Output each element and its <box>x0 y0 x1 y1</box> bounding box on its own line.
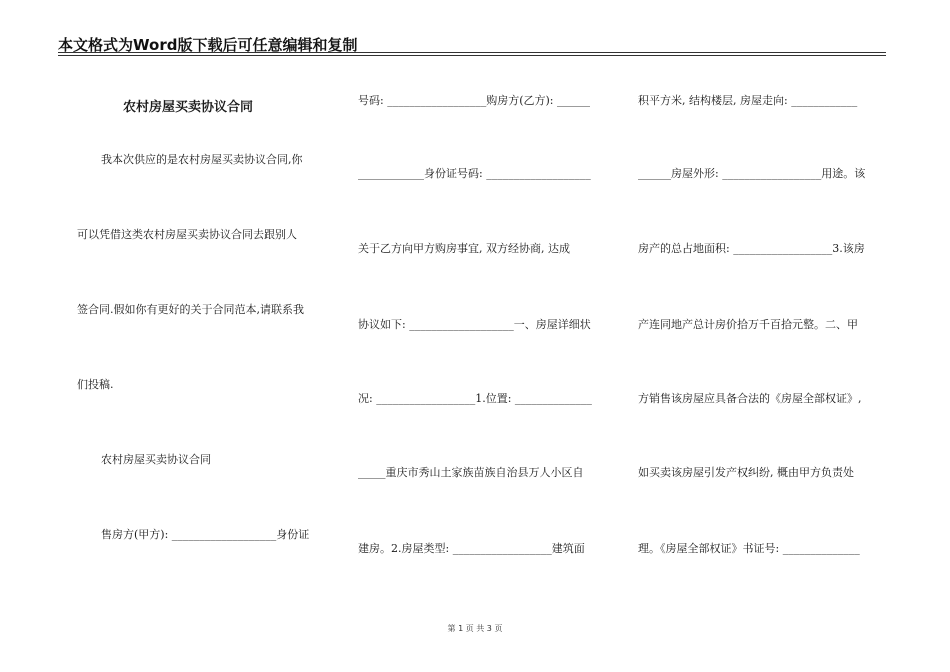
doc-title: 农村房屋买卖协议合同 <box>123 100 254 115</box>
header-rule <box>58 52 886 53</box>
document-header: 本文格式为Word版下载后可任意编辑和复制 <box>58 36 358 54</box>
col1-line-3: 签合同.假如你有更好的关于合同范本,请联系我 <box>77 303 304 316</box>
col3-line-4: 产连同地产总计房价拾万千百拾元整。二、甲 <box>638 318 858 331</box>
col3-line-1: 积平方米, 结构楼层, 房屋走向: ____________ <box>638 94 858 107</box>
col1-line-4: 们投稿. <box>77 378 114 391</box>
col3-line-5: 方销售该房屋应具备合法的《房屋全部权证》, <box>638 392 862 405</box>
col2-line-7: 建房。2.房屋类型: __________________建筑面 <box>358 542 585 555</box>
col2-line-2: ____________身份证号码: ___________________ <box>358 167 591 180</box>
col3-line-2: ______房屋外形: __________________用途。该 <box>638 167 866 180</box>
col2-line-6: _____重庆市秀山土家族苗族自治县万人小区自 <box>358 466 584 479</box>
col2-line-1: 号码: __________________购房方(乙方): ______ <box>358 94 590 107</box>
col2-line-5: 况: __________________1.位置: ______________ <box>358 392 592 405</box>
col3-line-6: 如买卖该房屋引发产权纠纷, 概由甲方负责处 <box>638 466 854 479</box>
col2-line-4: 协议如下: ___________________一、房屋详细状 <box>358 318 591 331</box>
col1-line-1: 我本次供应的是农村房屋买卖协议合同,你 <box>101 153 303 166</box>
header-rule-secondary <box>58 55 886 56</box>
col3-line-3: 房产的总占地面积: __________________3.该房 <box>638 242 865 255</box>
page-footer: 第 1 页 共 3 页 <box>447 624 503 633</box>
col3-line-7: 理。《房屋全部权证》书证号: ______________ <box>638 542 860 555</box>
col1-line-6: 售房方(甲方): ___________________身份证 <box>101 528 310 541</box>
col2-line-3: 关于乙方向甲方购房事宜, 双方经协商, 达成 <box>358 242 570 255</box>
col1-line-5: 农村房屋买卖协议合同 <box>101 453 211 466</box>
col1-line-2: 可以凭借这类农村房屋买卖协议合同去跟别人 <box>77 228 297 241</box>
